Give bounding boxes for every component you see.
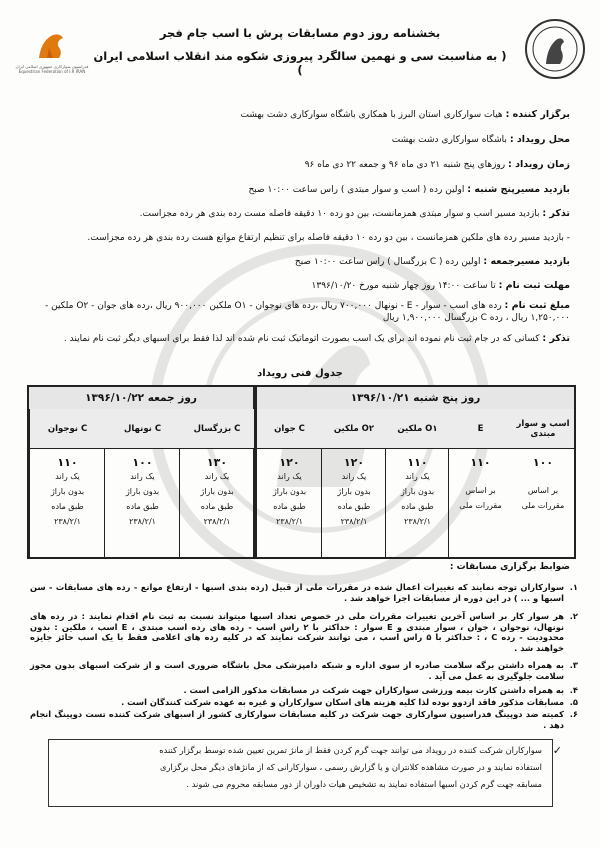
rule-text: مسابقات مذکور فاقد ازدوو بوده لذا کلیه هزینه های اسکان سوارکاران و غیره به عهده شرکت کنندگان است . (121, 697, 564, 707)
venue-line (28, 134, 570, 146)
class-rule-line: طبق ماده (51, 502, 84, 511)
class-rule-line: یک راند (204, 472, 230, 481)
venue-value: باشگاه سوارکاری دشت بهشت (391, 135, 507, 145)
class-rule-line: ۲۳۸/۲/۱ (340, 517, 368, 526)
class-rule-line: طبق ماده (200, 502, 234, 511)
class-name: C بزرگسال (180, 409, 254, 449)
warmup-note-line: استفاده نمایند و در صورت مشاهده کلانتران و یا گزارش رسمی ، سوارکارانی که از مانژهای دیگر محل برگزاری (160, 762, 542, 772)
class-rule-line: بدون باراژ (200, 487, 234, 496)
class-height: ۱۱۰ (57, 456, 78, 469)
friday-course-value: اولین رده ( C بزرگسال ) راس ساعت ۱۰:۰۰ صبح (294, 257, 481, 267)
class-rule-line: یک راند (55, 472, 80, 481)
class-column (448, 409, 512, 557)
class-rule-line: مقررات ملی (521, 501, 565, 510)
class-rule-line: بدون باراژ (337, 487, 371, 496)
warmup-note-line: مسابقه جهت گرم کردن اسبها استفاده نمایند به تشخیص هیات داوران از دور مسابقه محروم می شوند . (186, 779, 542, 789)
federation-logo (14, 30, 90, 80)
fee-value: رده های اسب - سوار - E - نونهال ۷۰۰,۰۰۰ ریال ،رده های نوجوان - O۱ ملکین ۹۰۰,۰۰۰ ریال ،رده های جوان - O۲ ملکین - ۱,۲۵۰,۰۰۰ ریال ، رده C بزرگسال ۱,۹۰۰,۰۰۰ ریال (45, 301, 570, 323)
notice-3-line (28, 333, 570, 345)
class-column (179, 409, 254, 557)
federation-caption-en: Equestrian Federation of I.R IRAN (18, 69, 86, 74)
class-rule-line: طبق ماده (273, 502, 306, 511)
schedule-table (27, 385, 576, 559)
class-height: ۱۱۰ (470, 456, 491, 469)
class-rule-line: بر اساس (465, 486, 496, 495)
rule-text: به همراه داشتن برگه سلامت صادره از سوی اداره و شبکه دامپزشکی محل باشگاه ضروری است و از شرکت اسبهای بدون مجوز سلامت جلوگیری به عمل می آید . (30, 660, 564, 681)
class-name: O۲ ملکین (322, 409, 386, 449)
thursday-header: روز پنج شنبه ۱۳۹۶/۱۰/۲۱ (257, 387, 574, 410)
class-rule-line: ۲۳۸/۲/۱ (54, 517, 81, 526)
rule-item (30, 582, 578, 603)
class-rule-line: یک راند (341, 472, 367, 481)
checkmark-icon: ✓ (552, 744, 562, 757)
class-rule-line: بدون باراژ (50, 487, 85, 496)
fee-line (28, 300, 570, 324)
registration-deadline-label: مهلت ثبت نام : (498, 280, 570, 291)
rule-item (30, 709, 578, 730)
rule-number: ۲. (569, 611, 578, 621)
rule-text: هر سوار کار بر اساس آخرین تغییرات مقررات ملی در خصوص تعداد اسبها میتواند نسبت به ثبت نام اقدام نمایند : در رده های نونهال، نوجوان ، جوان ، سوار مبتدی و E سوار : حداکثر با ۲ راس اسب - رده های رده اسب مبتدی ، E اسب ، ملکین : بدون محدودیت - رده C ، : حداکثر با ۵ راس اسب ، می توانند شرکت نمایند که در کلیه رده های اعلامی فقط با یک اسب حائز جایزه خواهند شد . (30, 611, 565, 653)
notice-1-value: بازدید مسیر اسب و سوار مبتدی همزمانست، بین دو رده ۱۰ دقیقه فاصله مست رده بندی هر رده مجزاست. (139, 209, 540, 219)
rule-item (30, 697, 578, 708)
thursday-course-value: اولین رده ( اسب و سوار مبتدی ) راس ساعت ۱۰:۰۰ صبح (248, 185, 465, 195)
registration-deadline-value: تا ساعت ۱۴:۰۰ روز چهار شنبه مورخ ۱۳۹۶/۱۰/۲۰ (311, 281, 496, 291)
thursday-course-label: بازدید مسیرپنج شنبه : (467, 184, 570, 195)
class-rule-line: طبق ماده (401, 502, 434, 511)
class-rule-line: یک راند (405, 472, 430, 481)
class-rule-line: بدون باراژ (400, 487, 435, 496)
notice-1-label: تذکر : (542, 208, 570, 219)
class-rule-line: مقررات ملی (459, 501, 502, 510)
class-column (512, 409, 574, 557)
class-name: C نوجوان (30, 409, 105, 449)
rule-text: کمیته ضد دوپینگ فدراسیون سوارکاری جهت شرکت در کلیه مسابقات سوارکاری کشور از اسبهای شرکت کننده تست دوپینگ انجام دهد . (30, 709, 564, 730)
rule-item (30, 685, 578, 696)
fee-label: مبلغ ثبت نام : (504, 300, 570, 311)
page-title: بخشنامه روز دوم مسابقات پرش با اسب جام فجر (159, 26, 441, 40)
class-column (104, 409, 180, 557)
warmup-note-line: سوارکاران شرکت کننده در رویداد می توانند جهت گرم کردن فقط از مانژ تمرین تعیین شده توسط برگزار کننده (159, 745, 542, 755)
class-name: C جوان (257, 409, 322, 449)
rule-text: به همراه داشتن کارت بیمه ورزشی سوارکاران جهت شرکت در مسابقات مذکور الزامی است . (183, 685, 564, 695)
warmup-note-box (48, 739, 562, 807)
page-subtitle: ( به مناسبت سی و نهمین سالگرد پیروزی شکوه مند انقلاب اسلامی ایران ) (93, 49, 507, 77)
federation-caption-fa: فدراسیون سوارکاری جمهوری اسلامی ایران (15, 64, 89, 69)
rule-item (30, 660, 578, 681)
friday-course-label: بازدید مسیرجمعه : (483, 256, 570, 267)
rule-number: ۱. (569, 582, 578, 592)
club-logo-icon (524, 18, 586, 80)
event-time-line (28, 159, 570, 171)
rule-text: سوارکاران توجه نمایند که تغییرات اعمال شده در مقررات ملی از قبیل (رده بندی اسبها - ارتفاع موانع - رده های مسابقات - سن اسبها و ... ) در این دوره از مسابقات اجرا خواهد شد . (30, 582, 564, 603)
class-height: ۱۰۰ (132, 456, 153, 469)
rules-heading: ضوابط برگزاری مسابقات : (449, 562, 570, 572)
class-rule-line: ۲۳۸/۲/۱ (404, 517, 431, 526)
class-rule-line: طبق ماده (126, 502, 159, 511)
class-column (256, 409, 322, 557)
table-title: جدول فنی رویداد (257, 368, 343, 379)
class-height: ۱۱۰ (407, 456, 428, 469)
organizer-line (28, 109, 570, 121)
class-rule-line: بدون باراژ (272, 487, 307, 496)
venue-label: محل رویداد : (509, 134, 570, 145)
class-height: ۱۲۰ (343, 456, 365, 469)
class-rule-line: بدون باراژ (125, 487, 160, 496)
event-time-label: زمان رویداد : (507, 159, 570, 170)
event-time-value: روزهای پنج شنبه ۲۱ دی ماه ۹۶ و جمعه ۲۲ دی ماه ۹۶ (304, 160, 506, 170)
class-rule-line: ۲۳۸/۲/۱ (203, 517, 231, 526)
class-name: O۱ ملکین (386, 409, 449, 449)
notice-2-line: - بازدید مسیر رده های ملکین همزمانست ، بین دو رده ۱۰ دقیقه فاصله برای تنظیم ارتفاع موانع هست رده بندی هر رده مجزاست. (87, 233, 570, 243)
rule-number: ۵. (569, 697, 578, 707)
class-rule-line: یک راند (130, 472, 155, 481)
class-rule-line: ۲۳۸/۲/۱ (276, 517, 303, 526)
organizer-label: برگزار کننده : (505, 109, 570, 120)
notice-3-label: تذکر : (542, 333, 570, 344)
registration-deadline-line (28, 280, 570, 292)
class-name: E (449, 409, 512, 449)
rule-number: ۴. (569, 685, 578, 695)
class-column (29, 409, 105, 557)
class-rule-line: یک راند (277, 472, 302, 481)
class-column (321, 409, 386, 557)
class-rule-line: طبق ماده (337, 502, 371, 511)
class-rule-line: بر اساس (527, 486, 559, 495)
notice-1-line (28, 208, 570, 220)
class-column (385, 409, 449, 557)
thursday-course-line (28, 184, 570, 196)
horse-emblem-icon (33, 30, 71, 60)
rule-number: ۶. (569, 709, 578, 719)
class-name: اسب و سوار مبتدی (512, 409, 574, 449)
friday-header: روز جمعه ۱۳۹۶/۱۰/۲۲ (29, 387, 253, 410)
class-height: ۱۰۰ (532, 456, 554, 469)
class-rule-line: ۲۳۸/۲/۱ (129, 517, 156, 526)
class-height: ۱۲۰ (279, 456, 300, 469)
notice-3-value: کسانی که در جام ثبت نام نموده اند برای یک اسب بصورت اتوماتیک ثبت نام شده اند لذا فقط برای اسبهای دیگر ثبت نام نمایند . (63, 334, 540, 344)
rule-item (30, 611, 578, 653)
class-height: ۱۳۰ (206, 456, 228, 469)
class-name: C نونهال (105, 409, 180, 449)
organizer-value: هیات سوارکاری استان البرز با همکاری باشگاه سوارکاری دشت بهشت (240, 110, 503, 120)
rule-number: ۳. (569, 660, 578, 670)
friday-course-line (28, 256, 570, 268)
